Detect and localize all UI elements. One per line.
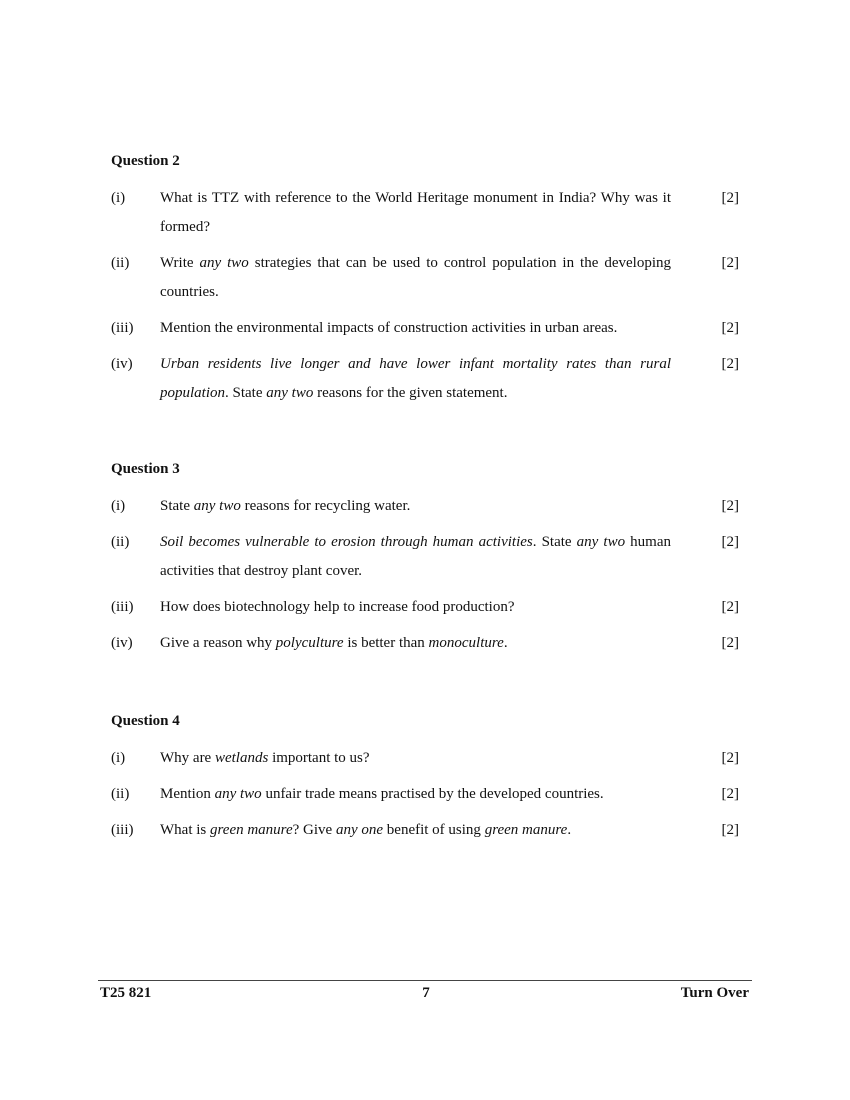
turn-over-label: Turn Over <box>680 985 749 1001</box>
question-item <box>111 249 751 307</box>
item-marks: [2] <box>721 822 739 838</box>
item-number: (iii) <box>111 320 134 336</box>
item-marks: [2] <box>721 750 739 766</box>
item-number: (i) <box>111 498 126 514</box>
paper-code: T25 821 <box>100 985 152 1001</box>
question-4-section <box>111 711 751 845</box>
item-text: Urban residents live longer and have lower infant mortality rates than rural population. State any two reasons for the given statement. <box>160 356 671 401</box>
item-text: State any two reasons for recycling water. <box>160 498 411 514</box>
item-text: Write any two strategies that can be used to control population in the developing countries. <box>160 255 671 300</box>
item-number: (i) <box>111 750 126 766</box>
item-marks: [2] <box>721 599 739 615</box>
question-heading: Question 2 <box>111 153 180 169</box>
question-item <box>111 314 751 343</box>
item-text: Mention any two unfair trade means practised by the developed countries. <box>160 786 604 802</box>
item-marks: [2] <box>721 356 739 372</box>
question-item <box>111 492 751 521</box>
item-marks: [2] <box>721 320 739 336</box>
item-number: (ii) <box>111 786 130 802</box>
item-text: What is green manure? Give any one benefit of using green manure. <box>160 822 572 838</box>
item-marks: [2] <box>721 190 739 206</box>
item-number: (iv) <box>111 356 133 372</box>
question-item <box>111 593 751 622</box>
question-3-section <box>111 459 751 658</box>
item-number: (iv) <box>111 635 133 651</box>
item-number: (ii) <box>111 534 130 550</box>
item-text: Soil becomes vulnerable to erosion through human activities. State any two human activities that destroy plant cover. <box>160 534 672 579</box>
item-marks: [2] <box>721 255 739 271</box>
item-text: What is TTZ with reference to the World Heritage monument in India? Why was it formed? <box>160 190 671 235</box>
question-item <box>111 816 751 845</box>
item-text: Mention the environmental impacts of construction activities in urban areas. <box>160 320 618 336</box>
question-item <box>111 744 751 773</box>
item-text: Give a reason why polyculture is better than monoculture. <box>160 635 508 651</box>
item-number: (iii) <box>111 599 134 615</box>
question-2-section <box>111 151 751 408</box>
item-text: Why are wetlands important to us? <box>160 750 370 766</box>
question-heading: Question 3 <box>111 461 180 477</box>
question-item <box>111 350 751 408</box>
question-heading: Question 4 <box>111 713 180 729</box>
item-text: How does biotechnology help to increase food production? <box>160 599 515 615</box>
item-number: (i) <box>111 190 126 206</box>
item-marks: [2] <box>721 534 739 550</box>
item-number: (iii) <box>111 822 134 838</box>
question-item <box>111 780 751 809</box>
question-item <box>111 184 751 242</box>
item-marks: [2] <box>721 786 739 802</box>
item-marks: [2] <box>721 635 739 651</box>
item-marks: [2] <box>721 498 739 514</box>
question-item <box>111 528 751 586</box>
page-number: 7 <box>422 985 430 1001</box>
question-item <box>111 629 751 658</box>
footer-divider <box>98 980 752 981</box>
item-number: (ii) <box>111 255 130 271</box>
